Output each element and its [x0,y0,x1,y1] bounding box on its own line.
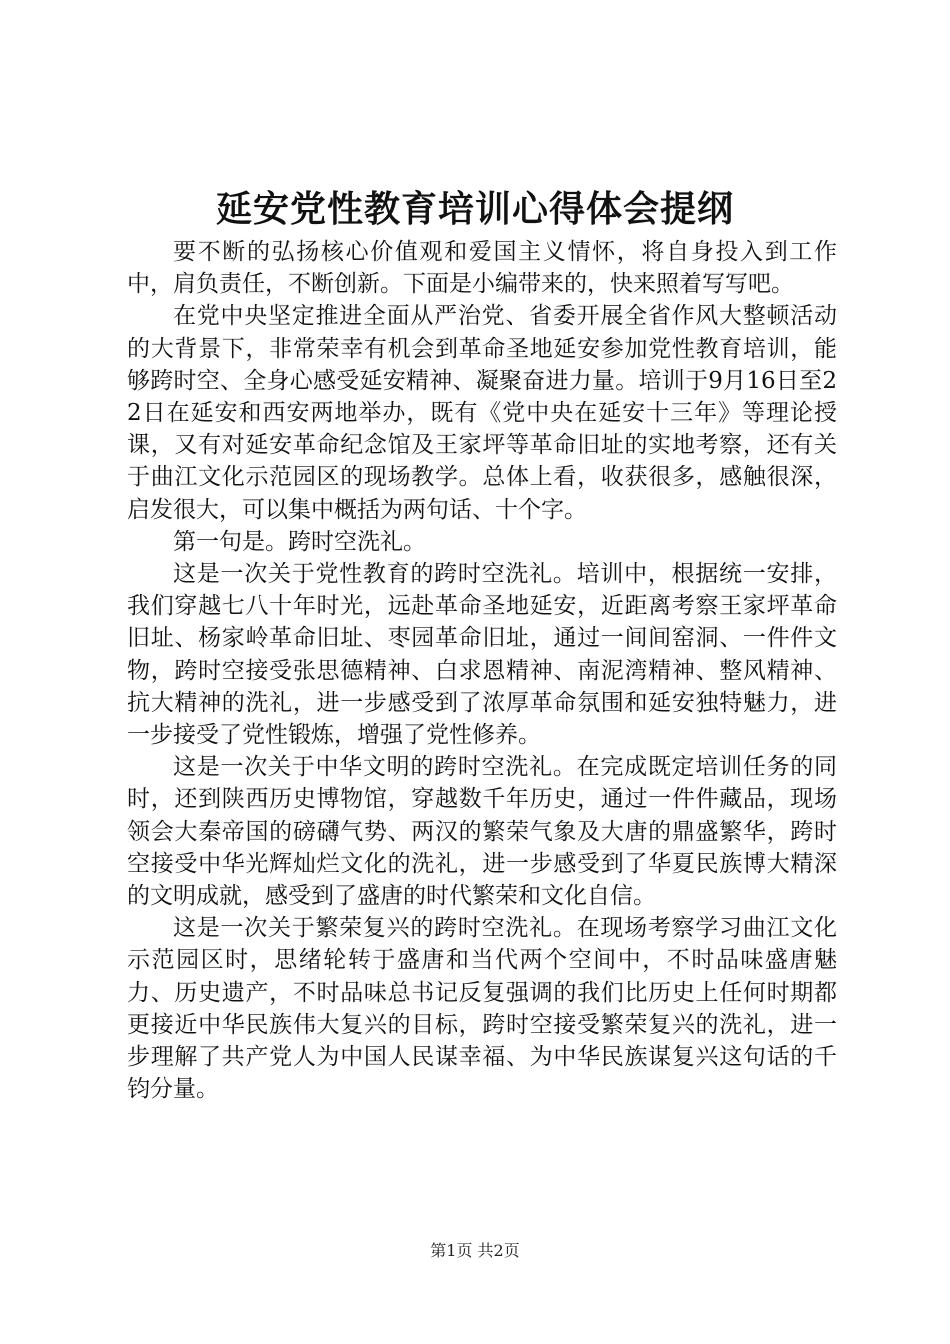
paragraph-party-education: 这是一次关于党性教育的跨时空洗礼。培训中，根据统一安排，我们穿越七八十年时光，远赴革命圣地延安，近距离考察王家坪革命旧址、杨家岭革命旧址、枣园革命旧址，通过一间间窑洞、一件件文物，跨时空接受张思德精神、白求恩精神、南泥湾精神、整风精神、抗大精神的洗礼，进一步感受到了浓厚革命氛围和延安独特魅力，进一步接受了党性锻炼，增强了党性修养。 [127,561,837,749]
paragraph-first-point: 第一句是。跨时空洗礼。 [173,528,426,555]
paragraph-intro: 要不断的弘扬核心价值观和爱国主义情怀，将自身投入到工作中，肩负责任，不断创新。下面是小编带来的，快来照着写写吧。 [127,239,837,298]
paragraph-background: 在党中央坚定推进全面从严治党、省委开展全省作风大整顿活动的大背景下，非常荣幸有机会到革命圣地延安参加党性教育培训，能够跨时空、全身心感受延安精神、凝聚奋进力量。培训于9月16日至22日在延安和西安两地举办，既有《党中央在延安十三年》等理论授课，又有对延安革命纪念馆及王家坪等革命旧址的实地考察，还有关于曲江文化示范园区的现场教学。总体上看，收获很多，感触很深，启发很大，可以集中概括为两句话、十个字。 [127,303,837,523]
paragraph-chinese-civilization: 这是一次关于中华文明的跨时空洗礼。在完成既定培训任务的同时，还到陕西历史博物馆，穿越数千年历史，通过一件件藏品，现场领会大秦帝国的磅礴气势、两汉的繁荣气象及大唐的鼎盛繁华，跨时空接受中华光辉灿烂文化的洗礼，进一步感受到了华夏民族博大精深的文明成就，感受到了盛唐的时代繁荣和文化自信。 [127,754,837,910]
document-body [127,236,837,1105]
paragraph-revival: 这是一次关于繁荣复兴的跨时空洗礼。在现场考察学习曲江文化示范园区时，思绪轮转于盛唐和当代两个空间中，不时品味盛唐魅力、历史遗产，不时品味总书记反复强调的我们比历史上任何时期都更接近中华民族伟大复兴的目标，跨时空接受繁荣复兴的洗礼，进一步理解了共产党人为中国人民谋幸福、为中华民族谋复兴这句话的千钧分量。 [127,915,837,1103]
page-number-footer: 第1页 共2页 [430,1241,520,1260]
document-title: 延安党性教育培训心得体会提纲 [215,188,734,230]
